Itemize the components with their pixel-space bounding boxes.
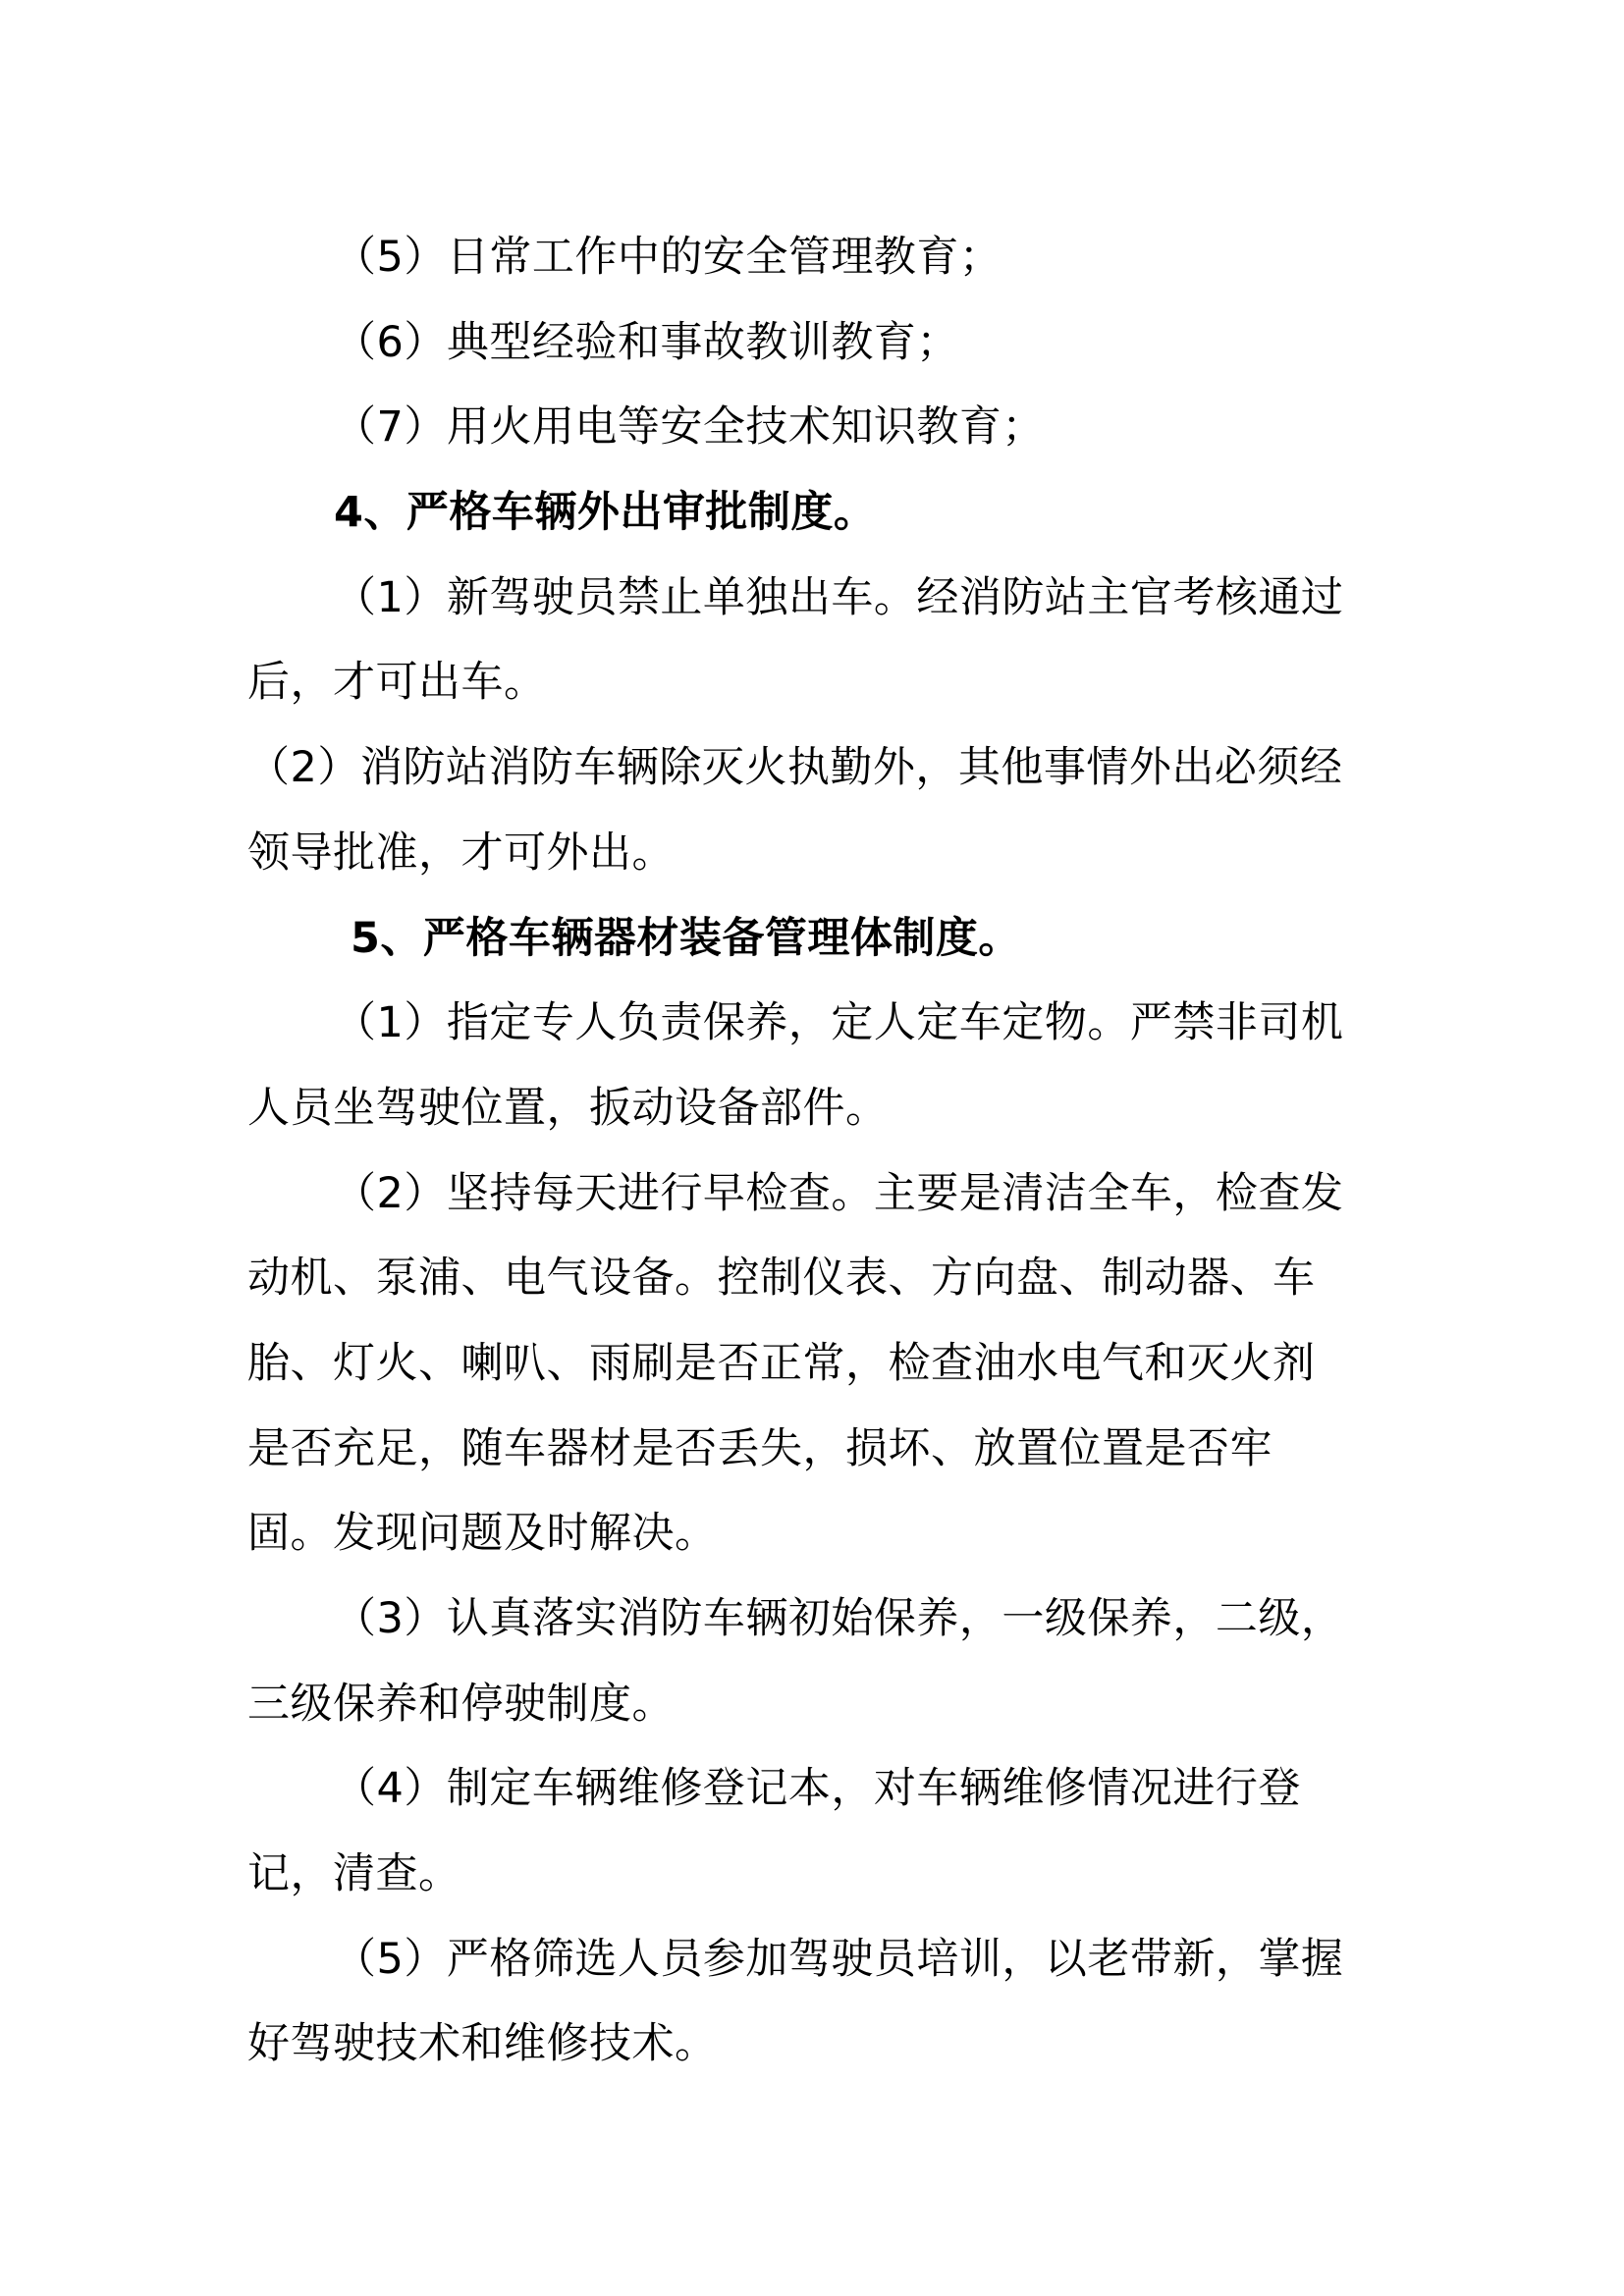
section-heading-5: 5、严格车辆器材装备管理体制度。 (351, 913, 1021, 963)
section5-item-2-line-2: 动机、泵浦、电气设备。控制仪表、方向盘、制动器、车 (247, 1254, 1316, 1304)
section4-item-1-line-1: （1）新驾驶员禁止单独出车。经消防站主官考核通过 (334, 572, 1344, 622)
section5-item-2-line-4: 是否充足，随车器材是否丢失，损坏、放置位置是否牢 (247, 1423, 1272, 1473)
section-heading-4: 4、严格车辆外出审批制度。 (334, 488, 877, 538)
section5-item-3-line-1: （3）认真落实消防车辆初始保养，一级保养，二级， (334, 1594, 1344, 1643)
section5-item-4-line-2: 记，清查。 (247, 1849, 461, 1899)
section5-item-1-line-1: （1）指定专人负责保养，定人定车定物。严禁非司机 (334, 998, 1344, 1048)
list-item-5-safety-management: （5）日常工作中的安全管理教育； (334, 233, 1002, 282)
section5-item-2-line-5: 固。发现问题及时解决。 (247, 1509, 718, 1559)
section5-item-2-line-3: 胎、灯火、喇叭、雨刷是否正常，检查油水电气和灭火剂 (247, 1338, 1316, 1388)
list-item-7-fire-electric-safety: （7）用火用电等安全技术知识教育； (334, 402, 1045, 453)
document-page (247, 215, 1386, 2087)
section4-item-1-line-2: 后，才可出车。 (247, 658, 547, 708)
section5-item-2-line-1: （2）坚持每天进行早检查。主要是清洁全车，检查发 (334, 1168, 1344, 1218)
section5-item-4-line-1: （4）制定车辆维修登记本，对车辆维修情况进行登 (334, 1764, 1301, 1814)
section4-item-2-line-1: （2）消防站消防车辆除灭火执勤外，其他事情外出必须经 (247, 743, 1343, 793)
section5-item-5-line-1: （5）严格筛选人员参加驾驶员培训，以老带新，掌握 (334, 1934, 1344, 1984)
section4-item-2-line-2: 领导批准，才可外出。 (247, 828, 675, 878)
section5-item-5-line-2: 好驾驶技术和维修技术。 (247, 2019, 718, 2069)
section5-item-1-line-2: 人员坐驾驶位置，扳动设备部件。 (247, 1083, 889, 1133)
section5-item-3-line-2: 三级保养和停驶制度。 (247, 1679, 675, 1729)
list-item-6-experience-lessons: （6）典型经验和事故教训教育； (334, 317, 959, 367)
